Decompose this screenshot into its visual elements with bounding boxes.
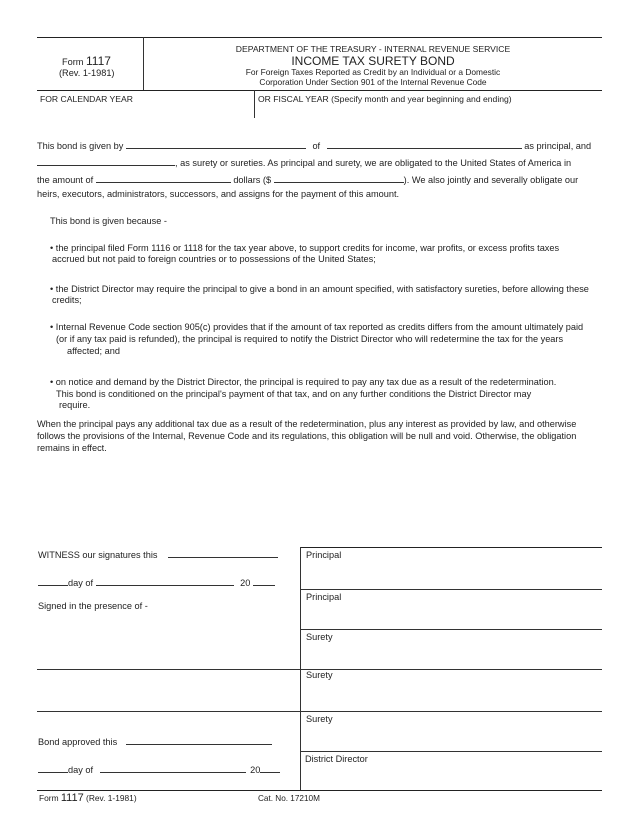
text: Bond approved this (38, 737, 118, 747)
catalog-number: Cat. No. 17210M (258, 794, 320, 803)
approved-day-field[interactable] (38, 763, 68, 773)
text: of (312, 141, 321, 151)
witness-date-field[interactable] (168, 548, 278, 558)
bullet-3-cont: affected; and (67, 346, 120, 356)
text: 20 (240, 578, 251, 588)
bullet-1: • the principal filed Form 1116 or 1118 for the tax year above, to support credits for income, war profits, or excess profits taxes (50, 243, 560, 253)
text: This bond is given because - (50, 216, 167, 226)
text: heirs, executors, administrators, successors, and assigns for the payment of this amount. (37, 189, 400, 199)
text: Form (39, 793, 59, 803)
bullet-2: • the District Director may require the principal to give a bond in an amount specified, with satisfactory sureties, before allowing these (50, 284, 589, 294)
form-number: 1117 (60, 792, 84, 804)
text: dollars ($ (233, 175, 272, 185)
form-label: Form (62, 57, 84, 67)
text: day of (68, 765, 94, 775)
bullet-4-cont: require. (59, 400, 91, 410)
subtitle-2: Corporation Under Section 901 of the Internal Revenue Code (259, 77, 487, 87)
witness-day-field[interactable] (38, 576, 68, 586)
year-divider (254, 90, 255, 118)
district-director-signature-box[interactable]: District Director (305, 754, 368, 764)
revision: (Rev. 1-1981) (59, 68, 115, 78)
header-rule (37, 90, 602, 91)
witness-month-field[interactable] (96, 576, 234, 586)
surety-signature-box[interactable]: Surety (306, 714, 333, 724)
bullet-4: • on notice and demand by the District Director, the principal is required to pay any tax due as a result of the redetermination. (50, 377, 557, 387)
rule (37, 711, 602, 712)
bullet-1-cont: accrued but not paid to foreign countries or to possessions of the United States; (52, 254, 376, 264)
surety-name-field[interactable] (37, 156, 175, 166)
principal-signature-box[interactable]: Principal (306, 550, 342, 560)
calendar-year-field[interactable]: FOR CALENDAR YEAR (40, 94, 133, 104)
witness-year-field[interactable] (253, 576, 275, 586)
subtitle-1: For Foreign Taxes Reported as Credit by an Individual or a Domestic (245, 67, 501, 77)
bullet-3-cont: (or if any tax paid is refunded), the principal is required to notify the District Director who will redetermine the tax for the years (56, 334, 564, 344)
fiscal-year-field[interactable]: OR FISCAL YEAR (Specify month and year beginning and ending) (258, 94, 512, 104)
paragraph: follows the provisions of the Internal, Revenue Code and its regulations, this obligation will be null and void. Otherwise, the obligation (37, 431, 577, 441)
rule (300, 751, 602, 752)
bullet-3: • Internal Revenue Code section 905(c) provides that if the amount of tax reported as credits differs from the amount ultimately paid (50, 322, 584, 332)
top-rule (37, 37, 602, 38)
principal-name-field[interactable] (126, 139, 306, 149)
bottom-rule (37, 790, 602, 791)
approved-year-field[interactable] (260, 763, 280, 773)
amount-number-field[interactable] (274, 173, 404, 183)
approved-date-field[interactable] (126, 735, 272, 745)
rule (300, 629, 602, 630)
form-id (62, 54, 111, 68)
principal-address-field[interactable] (327, 139, 522, 149)
text: as principal, and (524, 141, 592, 151)
principal-signature-box[interactable]: Principal (306, 592, 342, 602)
department: DEPARTMENT OF THE TREASURY - INTERNAL REVENUE SERVICE (235, 44, 511, 54)
text: (Rev. 1-1981) (86, 793, 137, 803)
paragraph: When the principal pays any additional tax due as a result of the redetermination, plus any interest as provided by law, and otherwise (37, 419, 577, 429)
text: Signed in the presence of - (38, 601, 148, 611)
text: 20 (250, 765, 261, 775)
text: This bond is given by (37, 141, 124, 151)
bullet-2-cont: credits; (52, 295, 82, 305)
bullet-4-cont: This bond is conditioned on the principal's payment of that tax, and on any further conditions the District Director may (56, 389, 532, 399)
rule (300, 589, 602, 590)
sig-rule (300, 547, 602, 548)
text: day of (68, 578, 94, 588)
text: ). We also jointly and severally obligate our (403, 175, 579, 185)
paragraph: remains in effect. (37, 443, 107, 453)
amount-words-field[interactable] (96, 173, 231, 183)
approved-month-field[interactable] (100, 763, 246, 773)
surety-signature-box[interactable]: Surety (306, 670, 333, 680)
text: WITNESS our signatures this (38, 550, 158, 560)
form-title: INCOME TAX SURETY BOND (291, 54, 455, 68)
form-number: 1117 (86, 54, 111, 68)
text: the amount of (37, 175, 94, 185)
surety-signature-box[interactable]: Surety (306, 632, 333, 642)
text: , as surety or sureties. As principal and surety, we are obligated to the United States of America in (175, 158, 572, 168)
